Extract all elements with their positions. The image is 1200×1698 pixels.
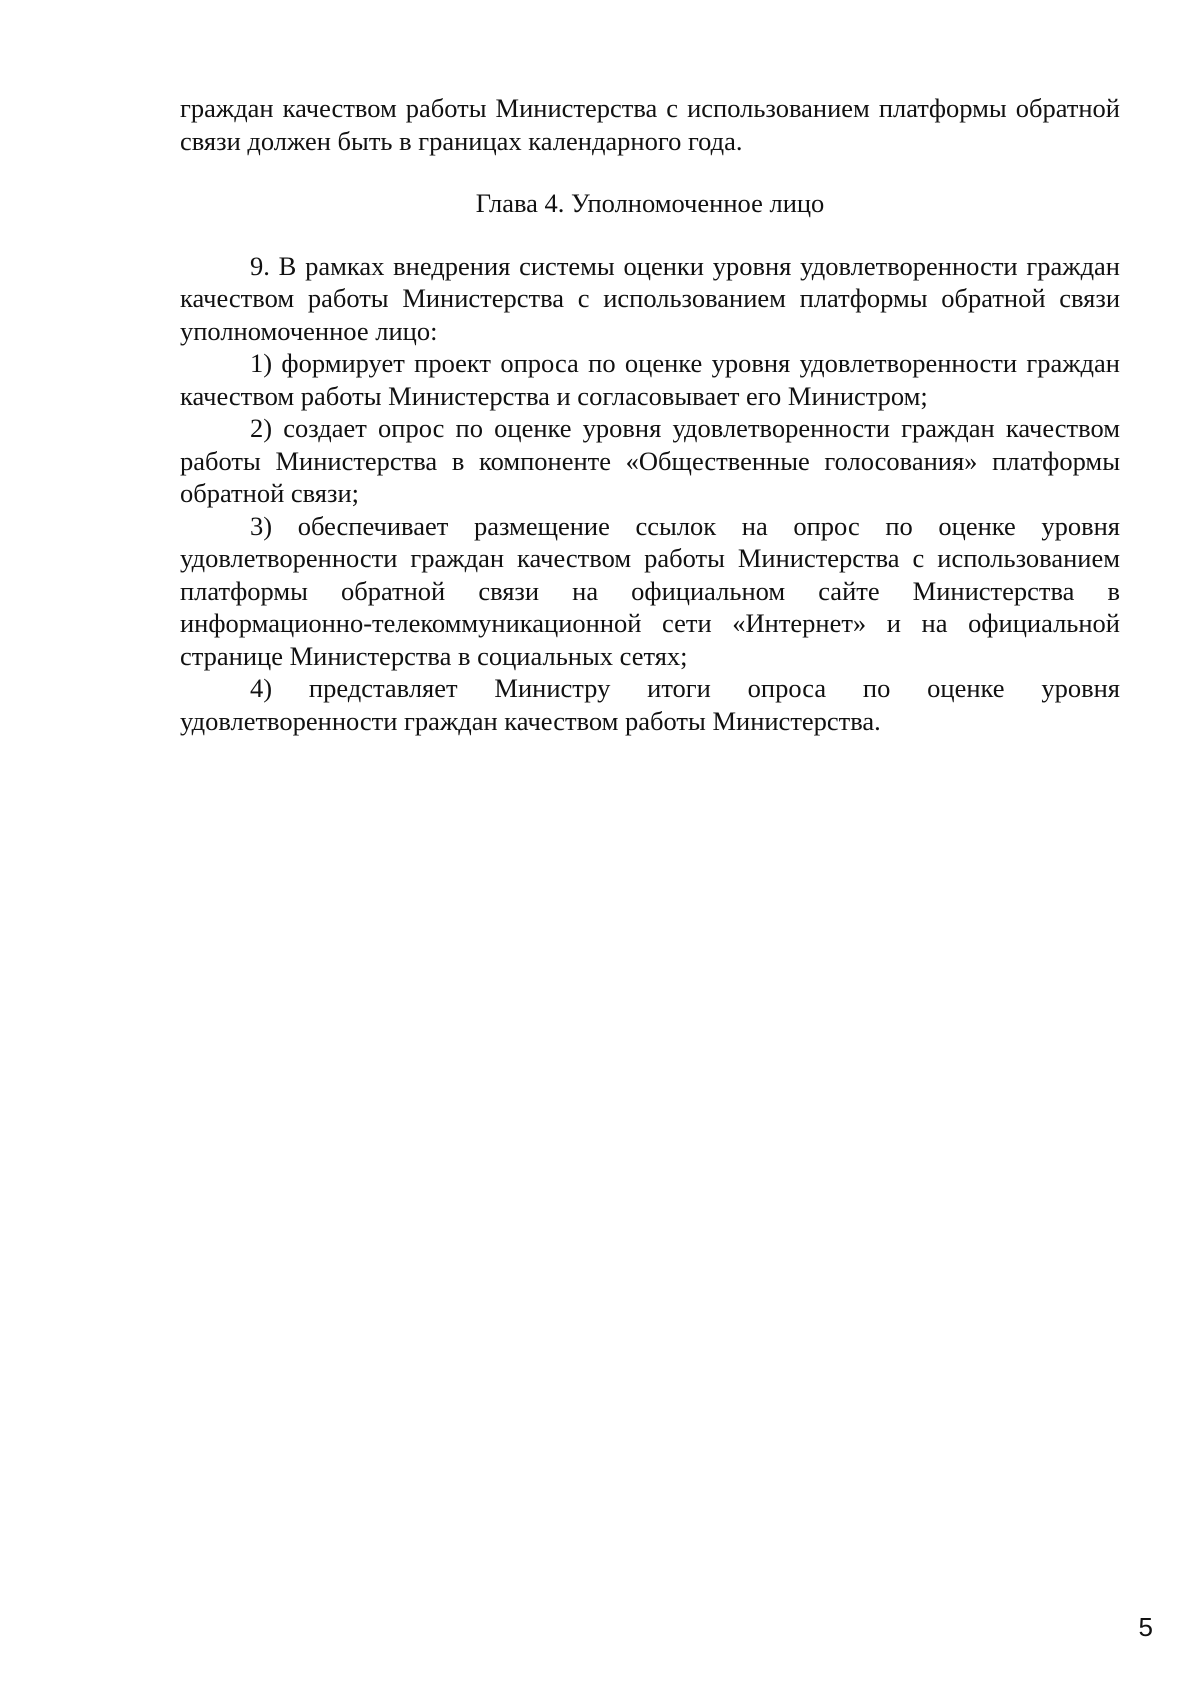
paragraph-item-9: 9. В рамках внедрения системы оценки уровня удовлетворенности граждан качеством работы Министерства с использованием платформы обратной связи уполномоченное лицо: (180, 250, 1120, 346)
subparagraph-4: 4) представляет Министру итоги опроса по оценке уровня удовлетворенности граждан качеством работы Министерства. (180, 673, 1120, 736)
document-body (180, 92, 1120, 737)
subparagraph-3: 3) обеспечивает размещение ссылок на опрос по оценке уровня удовлетворенности граждан качеством работы Министерства с использованием платформы обратной связи на официальном сайте Министерства в информационно-телекоммуникационной сети «Интернет» и на официальной странице Министерства в социальных сетях; (180, 510, 1120, 671)
page-number: 5 (1138, 1612, 1153, 1642)
subparagraph-2: 2) создает опрос по оценке уровня удовлетворенности граждан качеством работы Министерства в компоненте «Общественные голосования» платформы обратной связи; (180, 413, 1120, 508)
chapter-heading: Глава 4. Уполномоченное лицо (475, 188, 825, 218)
continuation-paragraph: граждан качеством работы Министерства с использованием платформы обратной связи должен быть в границах календарного года. (180, 93, 1120, 156)
subparagraph-1: 1) формирует проект опроса по оценке уровня удовлетворенности граждан качеством работы Министерства и согласовывает его Министром; (180, 348, 1120, 411)
